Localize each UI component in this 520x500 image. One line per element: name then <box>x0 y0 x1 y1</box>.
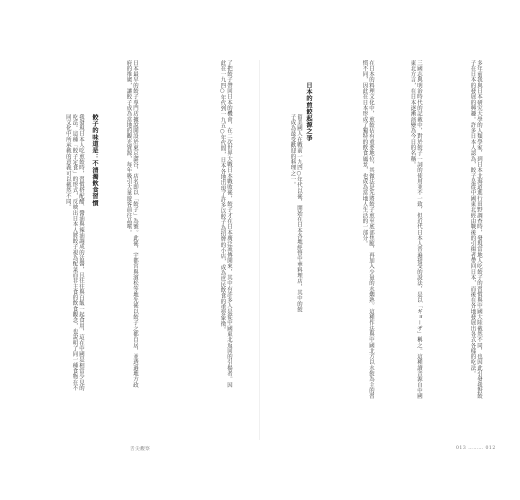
right-page-numbers: 013 ……… 012 <box>456 446 496 451</box>
left-section-heading: 餃子的味道是：不清濁飲食習慣 <box>91 114 98 207</box>
left-paragraph-2: 日本最早的餃子專門店據說開設於東京澀谷，店名即以「餃子」為號。此後，宇都宮與濱松等地先後以餃子之都自居，並透過地方政府的推廣，讓餃子成為當地的觀光資源，每年吸引大量遊客前往品嚐。 <box>125 60 138 388</box>
right-paragraph-1: 多年前我與日本研究大學的人類學家，到日本北海道進行田野調查時，發現當地人吃餃子的習慣與中國大陸截然不同，也因此引發我對餃子在日本的發展的興趣。許多日本人認為，餃子是從中國東北經由戰後的引揚者帶回日本，而後在各地發展出各式各樣的吃法。 <box>469 60 482 399</box>
right-paragraph-2: 三國志與明治時代的記載中，對於餃子一詞的使用並不一致，但近代日本人普遍接受的說法，是以「ギョーザ」稱之。這種讀音源自中國東北方言，在日本逐漸演變為今日的名稱。 <box>409 60 422 399</box>
left-running-footer: 舌尖觀察 <box>130 447 151 452</box>
left-paragraph-3: 我發現日本人吃煎餃時，習慣搭配醋、醬油與辣油調成的沾醬，且往往與白飯一起食用，這在中國是相當少見的吃法。這種「餃子定食」的形式，反映出日本人將餃子視為配菜而非主食的飲食觀念，也說明了同一種食物在不同文化中所承載的意義可以截然不同。 <box>64 114 84 391</box>
right-paragraph-3: 在日本的料理文化中，煎餃佔有重要地位，其做法是先將餃子煎至底部焦脆，再加入少量的水燜熟。這種作法與中國北方以水餃為主的習慣不同，因此在日本形成了獨特的飲食風景，也成為當地人生活的一部分。 <box>361 60 374 399</box>
right-section-heading: 日本的煎餃起源之爭 <box>305 82 312 142</box>
right-page <box>260 0 520 500</box>
right-paragraph-4: 留美國人在戰前一九四○年代以後，開始在日本各地經營中華料理店，其中的餃子成為最受歡迎的料理之一。 <box>289 114 302 313</box>
left-paragraph-1: 了把餃子帶回日本的機會，在二次世界大戰日本戰敗後，餃子才在日本廣泛流傳開來，其中有許多人是從中國東北返回的引揚者。因此在一九四○年代到一九五○年代間，日本各地出現了許多以餃子為招牌的小店，成為庶民飲食的重要象徵。 <box>219 60 232 388</box>
